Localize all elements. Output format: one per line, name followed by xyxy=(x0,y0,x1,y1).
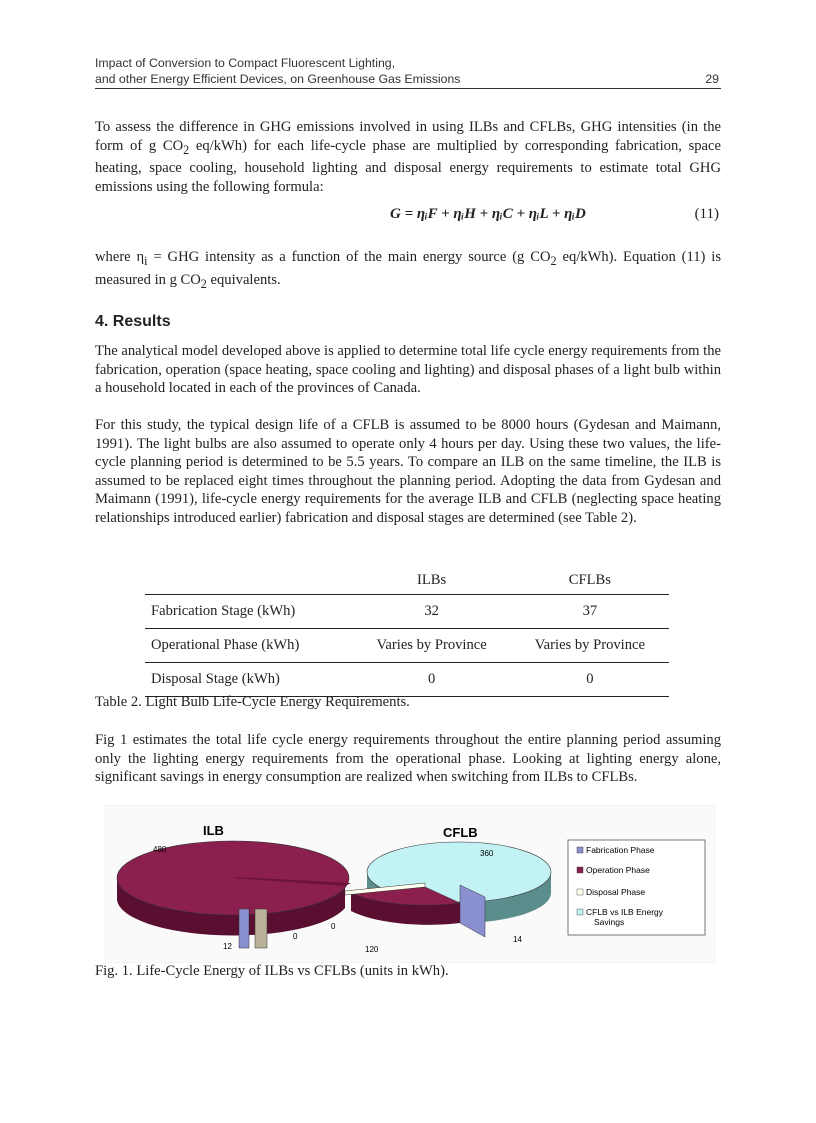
legend-label-fabrication: Fabrication Phase xyxy=(586,845,655,855)
text-run: equivalents. xyxy=(206,271,281,288)
table-header-row xyxy=(145,566,669,595)
text-run: eq/kWh) for each life-cycle phase are multiplied by corresponding fabrication, space heating, space cooling, household lighting and disposal energy requirements to estimate total GHG emissions using the following formula: xyxy=(95,137,721,195)
cflb-label-disposal: 0 xyxy=(331,922,336,931)
table-cell: 32 xyxy=(353,595,511,629)
paragraph-where xyxy=(95,248,721,293)
table-header-cell xyxy=(145,566,353,595)
legend-swatch-savings xyxy=(577,909,583,915)
ilb-label-disposal: 0 xyxy=(293,932,298,941)
page-number: 29 xyxy=(705,72,719,86)
cflb-label-operation: 120 xyxy=(365,945,379,954)
ilb-fabrication-slice xyxy=(239,909,249,948)
table-row xyxy=(145,663,669,697)
legend-label-savings-line-2: Savings xyxy=(594,917,625,927)
cflb-label-fabrication: 14 xyxy=(513,935,522,944)
ilb-label-operation: 480 xyxy=(153,845,167,854)
legend-swatch-fabrication xyxy=(577,847,583,853)
figure-caption: Fig. 1. Life-Cycle Energy of ILBs vs CFLBs (units in kWh). xyxy=(95,963,449,979)
equation-number: (11) xyxy=(694,206,719,222)
header-line-2: and other Energy Efficient Devices, on Greenhouse Gas Emissions xyxy=(95,72,461,86)
legend-swatch-disposal xyxy=(577,889,583,895)
table-cell: Operational Phase (kWh) xyxy=(145,629,353,663)
running-header xyxy=(95,55,721,89)
equation-11 xyxy=(95,206,721,230)
text-run: eq/kWh). Equation (11) is measured in g CO xyxy=(95,249,722,288)
figure-pie-charts xyxy=(105,805,715,963)
subscript: 2 xyxy=(200,276,207,291)
table-cell: 0 xyxy=(353,663,511,697)
table-cell: Varies by Province xyxy=(511,629,669,663)
table-cell: Fabrication Stage (kWh) xyxy=(145,595,353,629)
table-cell: 37 xyxy=(511,595,669,629)
table-cell: 0 xyxy=(511,663,669,697)
table-row xyxy=(145,595,669,629)
paragraph-fig-description: Fig 1 estimates the total life cycle energy requirements throughout the entire planning period assuming only the lighting energy requirements from the operational phase. Looking at lighting energy alone, significant savings in energy consumption are realized when switching from ILBs to CFLBs. xyxy=(95,732,721,786)
cflb-chart-title: CFLB xyxy=(443,825,478,840)
table-energy-requirements xyxy=(145,566,669,697)
legend-swatch-operation xyxy=(577,867,583,873)
subscript: i xyxy=(144,253,148,268)
table-cell: Varies by Province xyxy=(353,629,511,663)
table-header-cell: CFLBs xyxy=(511,566,669,595)
paragraph-results-2: For this study, the typical design life of a CFLB is assumed to be 8000 hours (Gydesan and Maimann, 1991). The light bulbs are also assumed to operate only 4 hours per day. Using these two values, the life-cycle planning period is determined to be 5.5 years. To compare an ILB on the same timeline, the ILB is assumed to be replaced eight times throughout the planning period. Adopting the data from Gydesan and Maimann (1991), life-cycle energy requirements for the average ILB and CFLB (neglecting space heating relationships introduced earlier) fabrication and disposal stages are determined (see Table 2). xyxy=(95,417,721,526)
ilb-disposal-slice xyxy=(255,909,267,948)
legend-label-operation: Operation Phase xyxy=(586,865,650,875)
table-cell: Disposal Stage (kWh) xyxy=(145,663,353,697)
table-caption: Table 2. Light Bulb Life-Cycle Energy Requirements. xyxy=(95,694,410,710)
subscript: 2 xyxy=(550,253,557,268)
table-header-cell: ILBs xyxy=(353,566,511,595)
header-line-1: Impact of Conversion to Compact Fluorescent Lighting, xyxy=(95,56,396,70)
subscript: 2 xyxy=(183,142,190,157)
ilb-chart-title: ILB xyxy=(203,823,224,838)
text-run: = GHG intensity as a function of the main energy source (g CO xyxy=(147,249,551,265)
table-row xyxy=(145,629,669,663)
legend-label-savings-line-1: CFLB vs ILB Energy xyxy=(586,907,664,917)
ilb-label-fabrication: 12 xyxy=(223,942,232,951)
legend-label-disposal: Disposal Phase xyxy=(586,887,646,897)
equation-formula: G = ηᵢF + ηᵢH + ηᵢC + ηᵢL + ηᵢD xyxy=(390,206,586,222)
text-run: To assess the difference in GHG emissions involved in using ILBs and CFLBs, GHG intensities (in the form of g CO xyxy=(95,119,721,154)
paragraph-results-1: The analytical model developed above is applied to determine total life cycle energy requirements from the fabrication, operation (space heating, space cooling and lighting) and disposal phases of a light bulb within a household located in each of the provinces of Canada. xyxy=(95,343,721,397)
paragraph-ghg-intro xyxy=(95,118,721,196)
section-heading-results: 4. Results xyxy=(95,313,171,330)
text-run: where η xyxy=(95,249,145,265)
cflb-label-savings: 360 xyxy=(480,849,494,858)
